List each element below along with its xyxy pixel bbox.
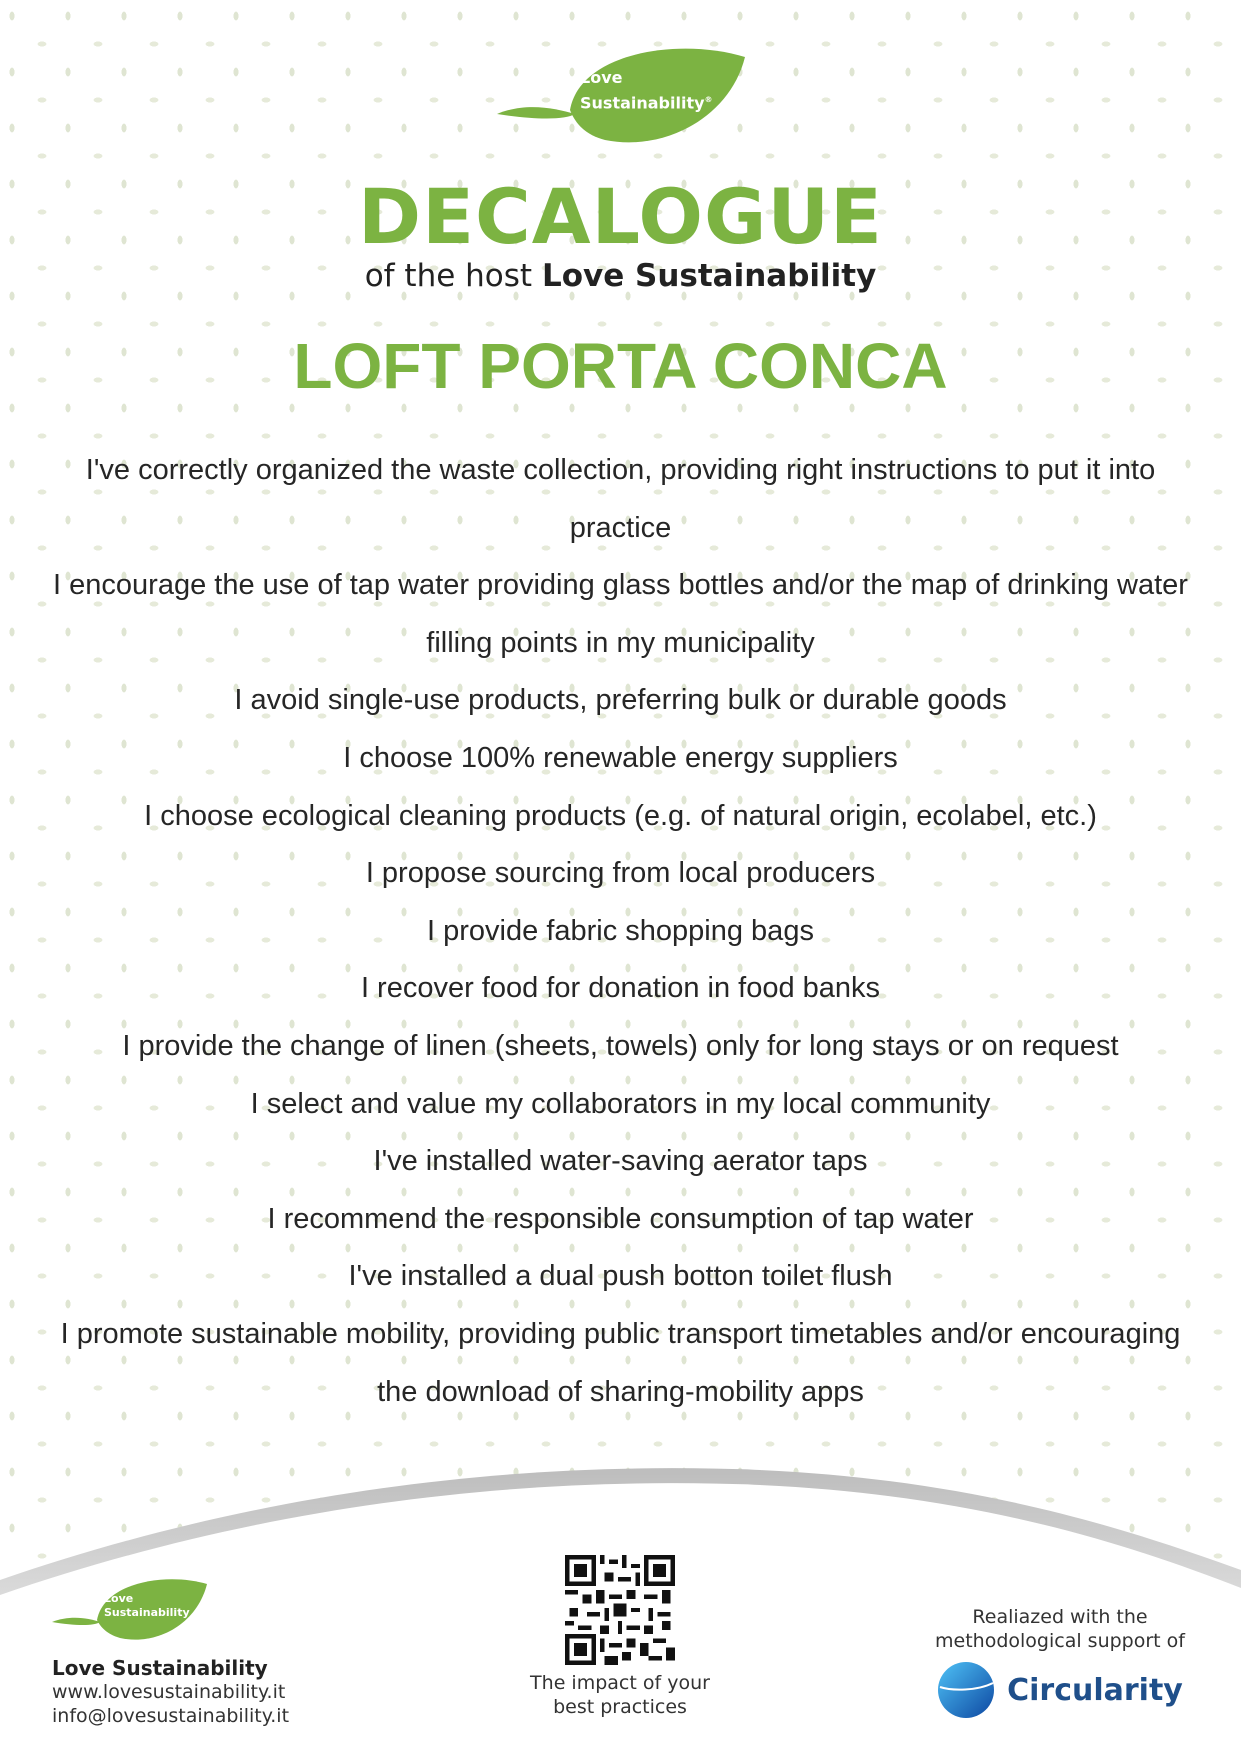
qr-caption-line2: best practices (553, 1696, 687, 1718)
small-logo-text (104, 1592, 190, 1620)
footer-brand-name: Love Sustainability (52, 1656, 268, 1680)
logo-line1: Love (580, 68, 623, 87)
support-line1: Realiazed with the (972, 1606, 1148, 1628)
subtitle-brand: Love Sustainability (541, 258, 877, 294)
email-link[interactable]: info@lovesustainability.it (52, 1705, 290, 1727)
page-title: DECALOGUE (358, 172, 883, 261)
list-item: I provide the change of linen (sheets, towels) only for long stays or on request (122, 1029, 1119, 1062)
list-item: I choose 100% renewable energy suppliers (343, 741, 898, 774)
footer-middle (500, 1555, 740, 1719)
circularity-label: Circularity (1007, 1672, 1183, 1708)
property-name: LOFT PORTA CONCA (293, 330, 948, 402)
footer-left (52, 1570, 289, 1728)
list-item: I encourage the use of tap water providing glass bottles and/or the map of drinking water filling points in my municipality (53, 569, 1188, 659)
list-item: I propose sourcing from local producers (365, 857, 876, 890)
list-item: I avoid single-use products, preferring bulk or durable goods (234, 684, 1007, 717)
list-item: I recommend the responsible consumption of tap water (267, 1202, 974, 1235)
logo-line2: Sustainability (580, 93, 705, 113)
circularity-icon (937, 1661, 995, 1719)
list-item: I've installed a dual push botton toilet flush (348, 1260, 893, 1293)
decalogue-list (40, 442, 1201, 1421)
support-line2: methodological support of (935, 1630, 1185, 1652)
list-item: I've correctly organized the waste collection, providing right instructions to put it into practice (85, 454, 1156, 544)
logo-text (580, 67, 713, 114)
logo-registered-mark: ® (704, 95, 713, 104)
list-item: I choose ecological cleaning products (e.g. of natural origin, ecolabel, etc.) (144, 799, 1097, 832)
circularity-logo (910, 1661, 1210, 1719)
qr-caption-line1: The impact of your (530, 1672, 710, 1694)
small-logo-line1: Love (104, 1592, 134, 1605)
list-item: I promote sustainable mobility, providing public transport timetables and/or encouraging the download of sharing-mobility apps (60, 1317, 1181, 1408)
list-item: I've installed water-saving aerator taps (373, 1145, 868, 1178)
footer-right (910, 1605, 1210, 1719)
subtitle-prefix: of the host (364, 258, 533, 294)
subtitle (0, 258, 1241, 294)
list-item: I provide fabric shopping bags (427, 914, 814, 947)
list-item: I recover food for donation in food banks (360, 972, 881, 1005)
qr-caption (500, 1671, 740, 1719)
small-logo-line2: Sustainability (104, 1606, 190, 1619)
list-item: I select and value my collaborators in my local community (250, 1087, 991, 1120)
qr-code-icon[interactable] (565, 1555, 675, 1665)
website-link[interactable]: www.lovesustainability.it (52, 1681, 286, 1703)
